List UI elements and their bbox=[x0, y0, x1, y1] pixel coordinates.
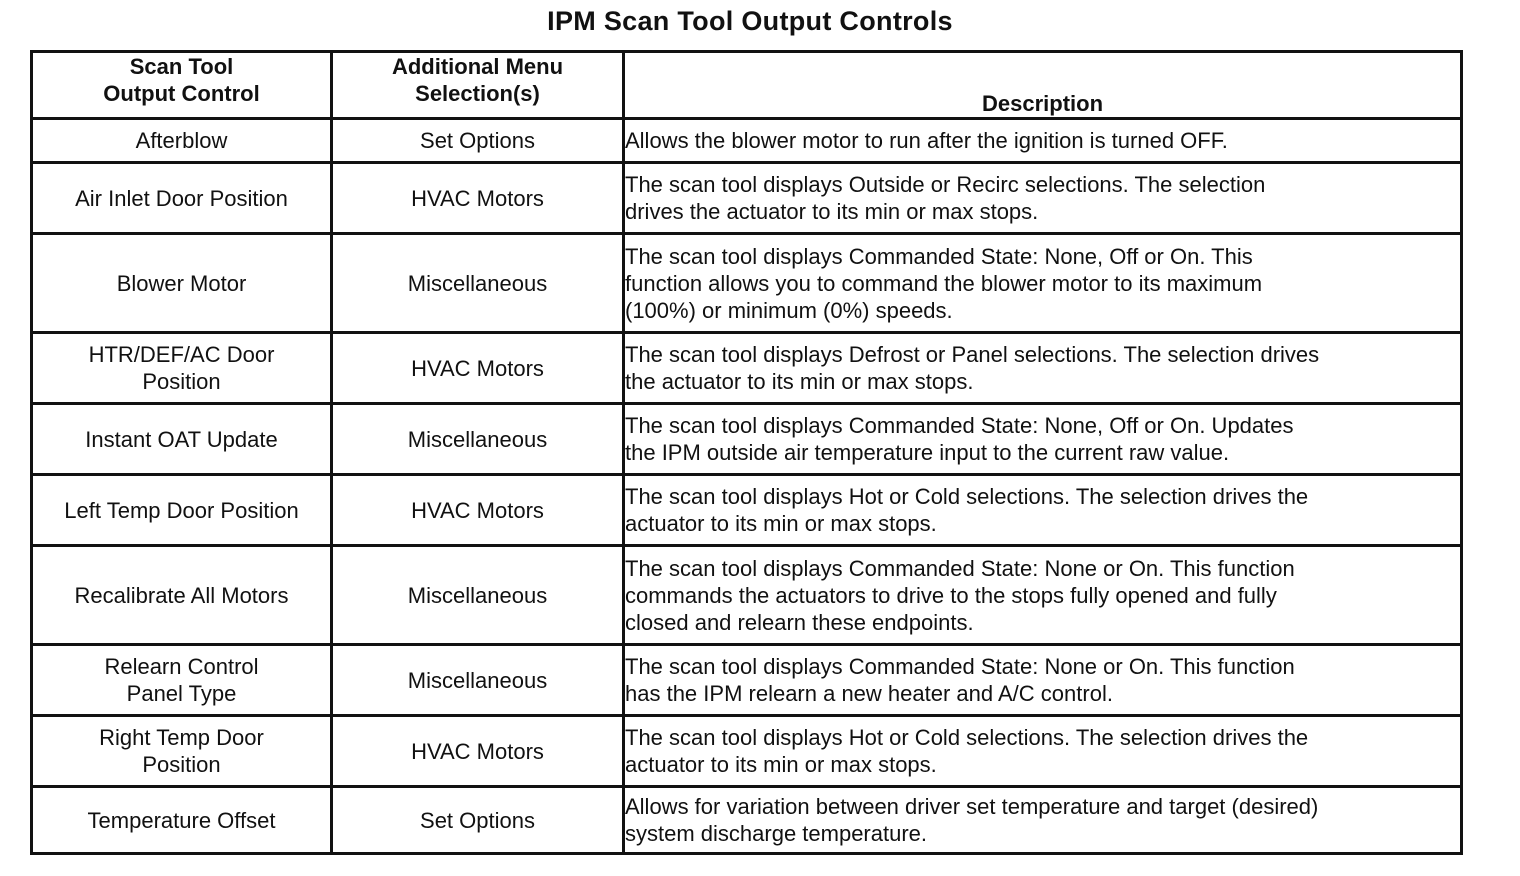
output-controls-table bbox=[30, 50, 1463, 855]
menu-cell: Miscellaneous bbox=[332, 234, 624, 333]
table-row bbox=[32, 645, 1462, 716]
table-row bbox=[32, 546, 1462, 645]
menu-cell: Set Options bbox=[332, 787, 624, 854]
table-row bbox=[32, 475, 1462, 546]
cell-text: The scan tool displays Defrost or Panel selections. The selection drives bbox=[625, 342, 1320, 367]
description-cell bbox=[624, 716, 1462, 787]
cell-text: Air Inlet Door Position bbox=[75, 185, 288, 211]
description-cell bbox=[624, 787, 1462, 854]
cell-text: closed and relearn these endpoints. bbox=[625, 609, 974, 635]
cell-text: Allows for variation between driver set temperature and target (desired) bbox=[625, 794, 1319, 819]
control-cell bbox=[32, 404, 332, 475]
cell-text: the actuator to its min or max stops. bbox=[625, 369, 974, 394]
cell-text: HTR/DEF/AC Door bbox=[88, 342, 275, 367]
cell-text: Recalibrate All Motors bbox=[74, 582, 289, 608]
cell-text: Temperature Offset bbox=[87, 807, 276, 833]
cell-text: The scan tool displays Outside or Recirc selections. The selection bbox=[625, 172, 1266, 197]
page-title: IPM Scan Tool Output Controls bbox=[547, 6, 953, 36]
control-cell bbox=[32, 716, 332, 787]
menu-cell: Miscellaneous bbox=[332, 404, 624, 475]
cell-text: system discharge temperature. bbox=[625, 821, 928, 846]
table-row bbox=[32, 119, 1462, 163]
cell-text: The scan tool displays Commanded State: None, Off or On. This bbox=[625, 243, 1253, 269]
menu-cell: HVAC Motors bbox=[332, 333, 624, 404]
cell-text: The scan tool displays Hot or Cold selections. The selection drives the bbox=[625, 484, 1309, 509]
cell-text: Relearn Control bbox=[104, 654, 259, 679]
description-cell bbox=[624, 645, 1462, 716]
cell-text: has the IPM relearn a new heater and A/C control. bbox=[625, 681, 1113, 706]
cell-text: The scan tool displays Commanded State: None, Off or On. Updates bbox=[625, 413, 1294, 438]
cell-text: the IPM outside air temperature input to the current raw value. bbox=[625, 440, 1230, 465]
menu-cell: Set Options bbox=[332, 119, 624, 163]
control-cell bbox=[32, 333, 332, 404]
header-menu-selection bbox=[332, 52, 624, 119]
description-cell bbox=[624, 404, 1462, 475]
description-cell bbox=[624, 119, 1462, 163]
cell-text: Right Temp Door bbox=[99, 725, 264, 750]
cell-text: commands the actuators to drive to the stops fully opened and fully bbox=[625, 582, 1277, 608]
table-row bbox=[32, 333, 1462, 404]
cell-text: function allows you to command the blower motor to its maximum bbox=[625, 270, 1263, 296]
table-row bbox=[32, 716, 1462, 787]
menu-cell: HVAC Motors bbox=[332, 163, 624, 234]
table-header-row bbox=[32, 52, 1462, 119]
menu-cell: Miscellaneous bbox=[332, 645, 624, 716]
control-cell bbox=[32, 163, 332, 234]
control-cell bbox=[32, 234, 332, 333]
description-cell bbox=[624, 475, 1462, 546]
description-cell bbox=[624, 333, 1462, 404]
table-row bbox=[32, 787, 1462, 854]
control-cell bbox=[32, 119, 332, 163]
cell-text: Position bbox=[142, 369, 221, 394]
table-row bbox=[32, 404, 1462, 475]
description-cell bbox=[624, 234, 1462, 333]
header-output-control bbox=[32, 52, 332, 119]
cell-text: actuator to its min or max stops. bbox=[625, 752, 937, 777]
cell-text: The scan tool displays Commanded State: None or On. This function bbox=[625, 555, 1295, 581]
table-row bbox=[32, 163, 1462, 234]
header-text: Output Control bbox=[103, 81, 260, 106]
cell-text: (100%) or minimum (0%) speeds. bbox=[625, 297, 953, 323]
cell-text: Panel Type bbox=[126, 681, 237, 706]
cell-text: The scan tool displays Commanded State: None or On. This function bbox=[625, 654, 1295, 679]
header-text: Selection(s) bbox=[415, 81, 540, 106]
control-cell bbox=[32, 475, 332, 546]
description-cell bbox=[624, 546, 1462, 645]
menu-cell: HVAC Motors bbox=[332, 475, 624, 546]
cell-text: Afterblow bbox=[135, 128, 228, 153]
menu-cell: Miscellaneous bbox=[332, 546, 624, 645]
cell-text: Position bbox=[142, 752, 221, 777]
menu-cell: HVAC Motors bbox=[332, 716, 624, 787]
header-text: Additional Menu bbox=[391, 54, 564, 79]
header-text: Scan Tool bbox=[129, 54, 234, 79]
cell-text: Allows the blower motor to run after the ignition is turned OFF. bbox=[625, 128, 1228, 153]
table-row bbox=[32, 234, 1462, 333]
control-cell bbox=[32, 645, 332, 716]
header-description: Description bbox=[624, 52, 1462, 119]
cell-text: Left Temp Door Position bbox=[64, 497, 299, 523]
control-cell bbox=[32, 546, 332, 645]
cell-text: Instant OAT Update bbox=[85, 426, 278, 452]
cell-text: Blower Motor bbox=[116, 270, 247, 296]
cell-text: actuator to its min or max stops. bbox=[625, 511, 937, 536]
cell-text: drives the actuator to its min or max stops. bbox=[625, 199, 1039, 224]
cell-text: The scan tool displays Hot or Cold selections. The selection drives the bbox=[625, 725, 1309, 750]
description-cell bbox=[624, 163, 1462, 234]
control-cell bbox=[32, 787, 332, 854]
